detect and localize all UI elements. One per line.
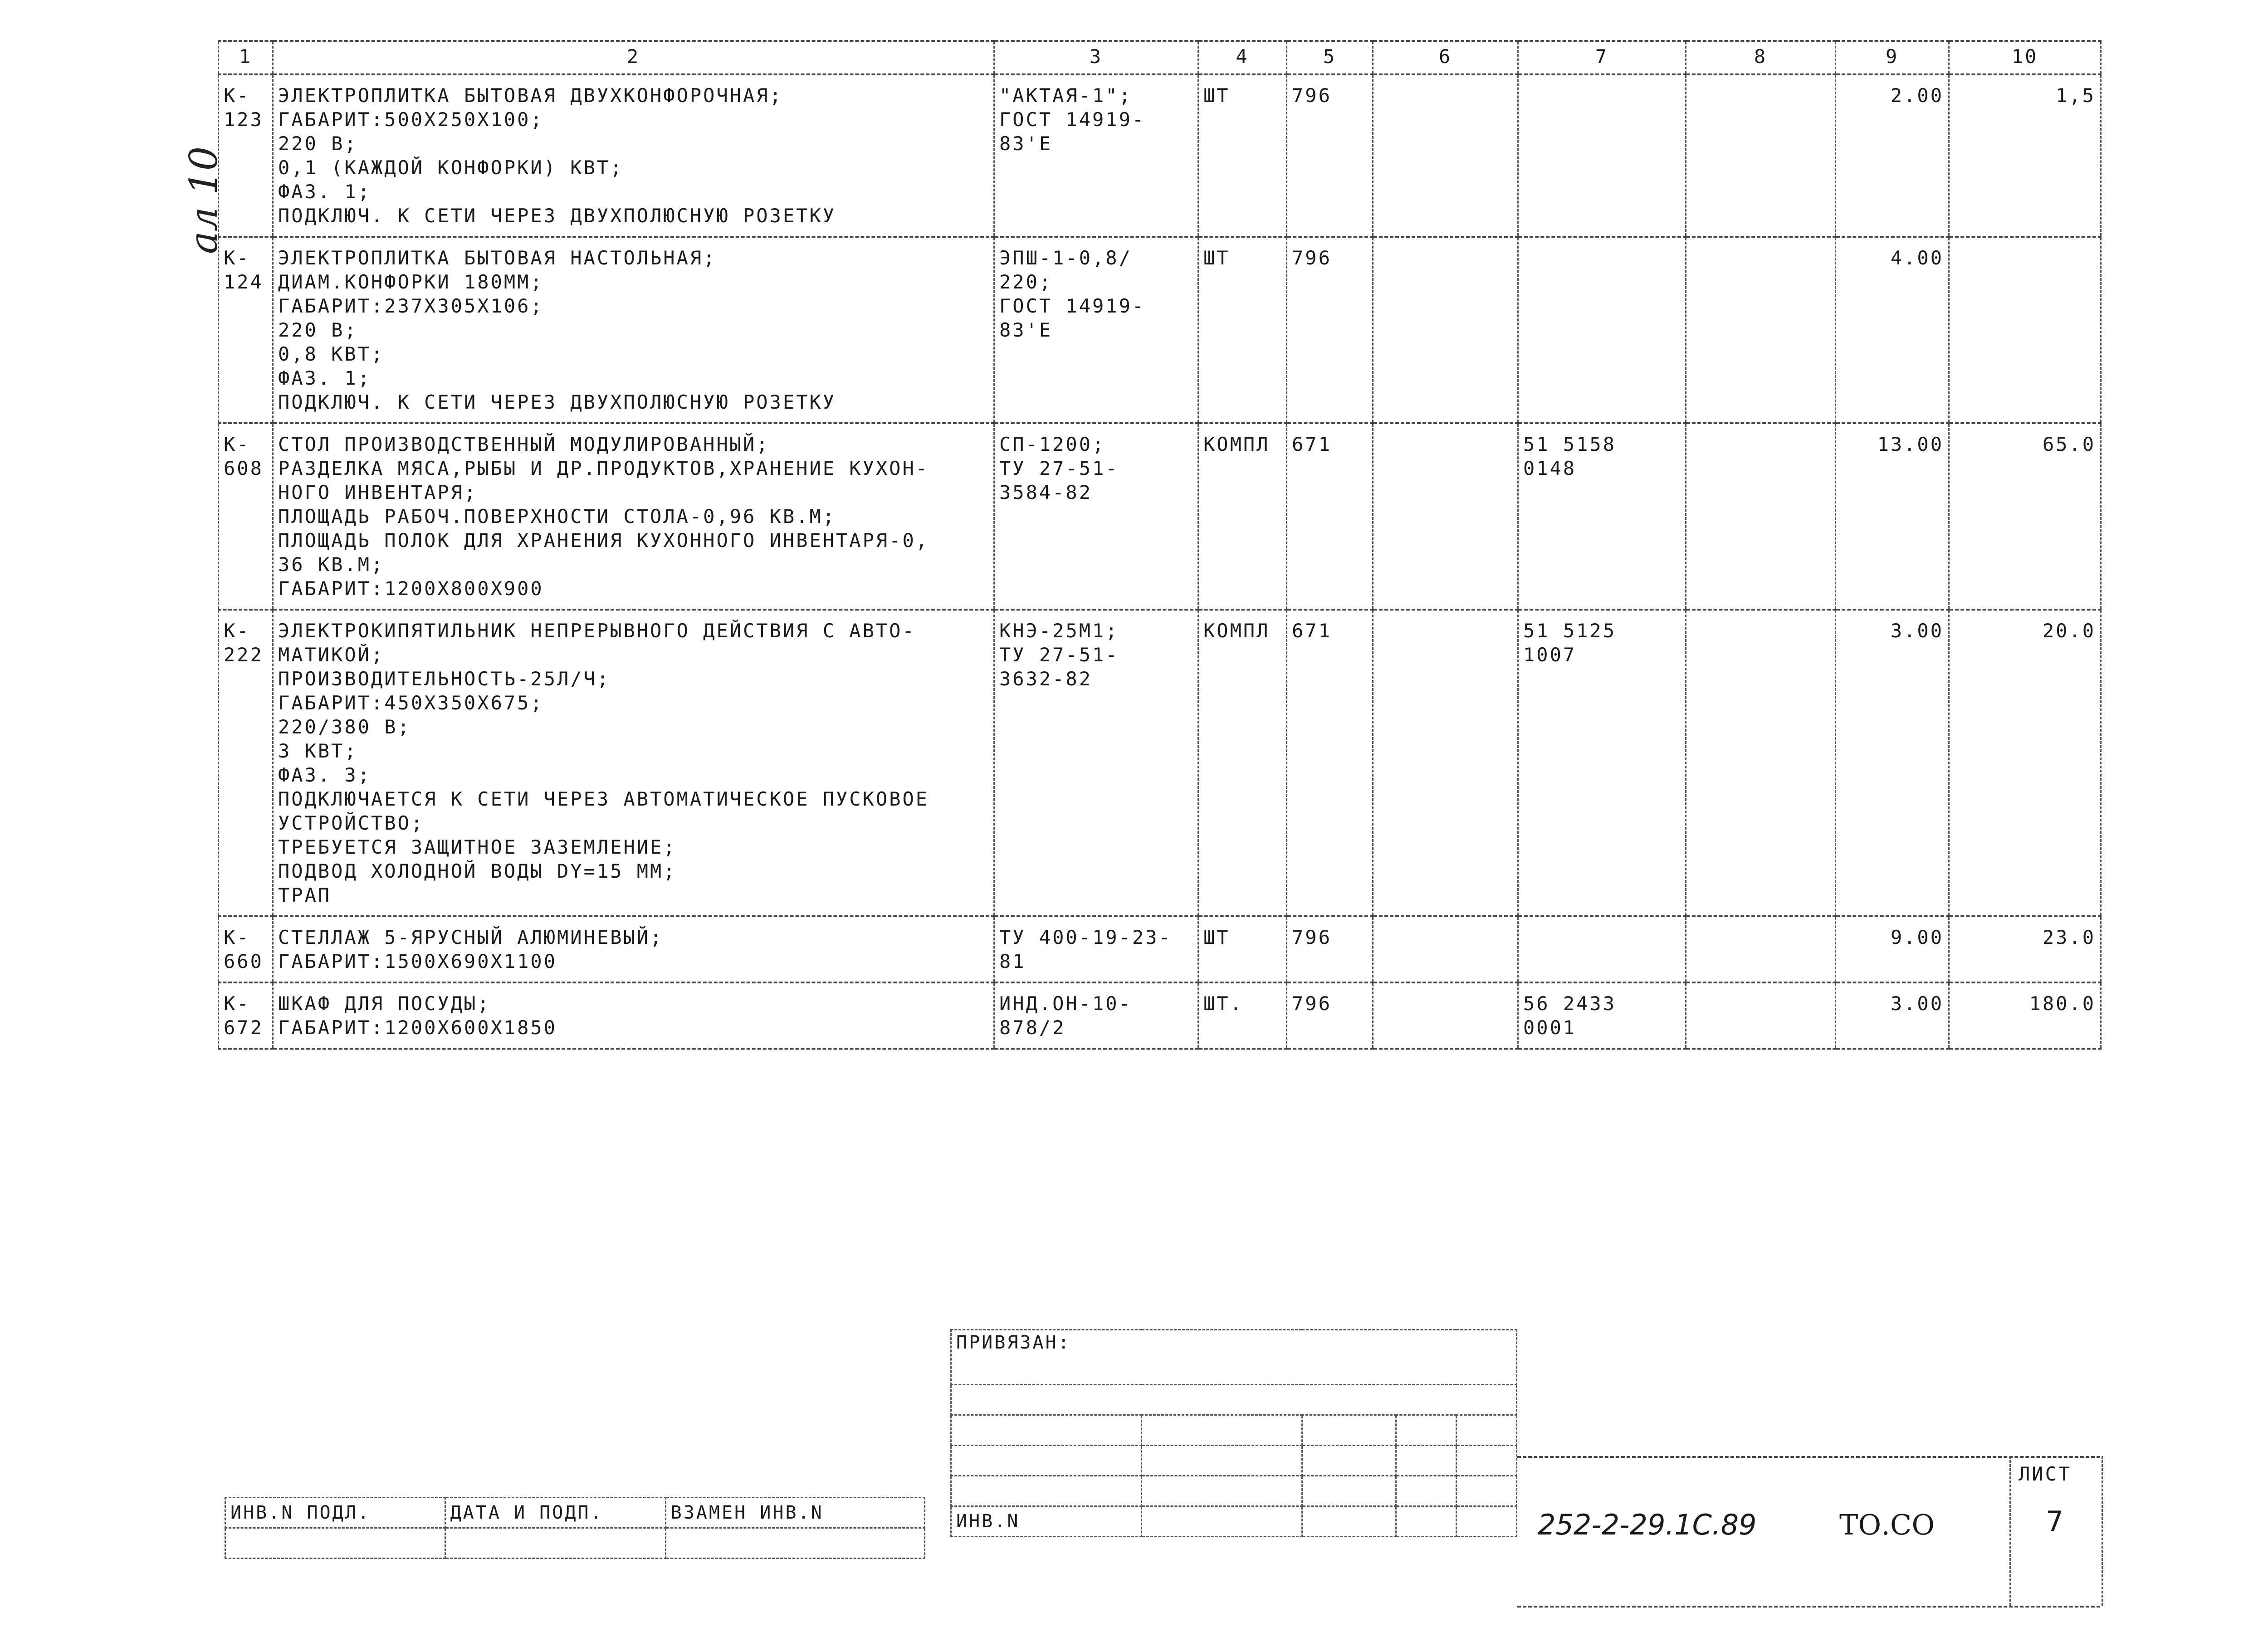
header-cell: 4 — [1198, 41, 1287, 74]
approval-grid — [225, 1497, 925, 1559]
item-code: К- 124 — [219, 237, 273, 423]
item-col6 — [1373, 916, 1518, 982]
header-cell: 5 — [1287, 41, 1373, 74]
item-col8 — [1686, 982, 1836, 1049]
item-col10: 65.0 — [1949, 423, 2101, 610]
item-unit: КОМПЛ — [1198, 610, 1287, 916]
header-cell: 6 — [1373, 41, 1518, 74]
inv-label: ИНВ.N — [951, 1506, 1142, 1537]
item-quantity: 3.00 — [1836, 610, 1949, 916]
item-col10: 20.0 — [1949, 610, 2101, 916]
item-unit-code: 796 — [1287, 237, 1373, 423]
blank-cell — [1396, 1506, 1456, 1537]
item-unit: ШТ — [1198, 237, 1287, 423]
blank-cell — [1142, 1446, 1302, 1476]
item-type: "АКТАЯ-1"; ГОСТ 14919- 83'Е — [994, 74, 1198, 237]
item-unit-code: 671 — [1287, 610, 1373, 916]
blank-cell — [1302, 1446, 1396, 1476]
table-row — [219, 423, 2101, 610]
item-description: ШКАФ ДЛЯ ПОСУДЫ; ГАБАРИТ:1200Х600Х1850 — [273, 982, 994, 1049]
header-cell: 7 — [1518, 41, 1686, 74]
item-code: К- 672 — [219, 982, 273, 1049]
item-type: СП-1200; ТУ 27-51- 3584-82 — [994, 423, 1198, 610]
blank-cell — [665, 1528, 924, 1559]
item-col10: 1,5 — [1949, 74, 2101, 237]
sheet-label: ЛИСТ — [2019, 1463, 2072, 1485]
blank-cell — [1396, 1415, 1456, 1446]
item-type: ТУ 400-19-23- 81 — [994, 916, 1198, 982]
item-description: СТЕЛЛАЖ 5-ЯРУСНЫЙ АЛЮМИНЕВЫЙ; ГАБАРИТ:1500Х690Х1100 — [273, 916, 994, 982]
item-col8 — [1686, 423, 1836, 610]
table-row — [219, 610, 2101, 916]
item-code: К- 222 — [219, 610, 273, 916]
blank-cell — [1396, 1476, 1456, 1506]
sign-date-label: ДАТА И ПОДП. — [445, 1498, 665, 1528]
item-col7 — [1518, 74, 1686, 237]
item-unit-code: 796 — [1287, 916, 1373, 982]
item-unit: КОМПЛ — [1198, 423, 1287, 610]
table-row — [219, 916, 2101, 982]
blank-cell — [1302, 1506, 1396, 1537]
item-unit-code: 796 — [1287, 74, 1373, 237]
item-description: ЭЛЕКТРОПЛИТКА БЫТОВАЯ НАСТОЛЬНАЯ; ДИАМ.КОНФОРКИ 180ММ; ГАБАРИТ:237Х305Х106; 220 В; 0,8 КВТ; ФАЗ. 1; ПОДКЛЮЧ. К СЕТИ ЧЕРЕЗ ДВУХПОЛЮСНУЮ РОЗЕТКУ — [273, 237, 994, 423]
item-col7: 51 5158 0148 — [1518, 423, 1686, 610]
blank-cell — [951, 1446, 1142, 1476]
blank-cell — [1142, 1415, 1302, 1446]
item-quantity: 9.00 — [1836, 916, 1949, 982]
attached-label: ПРИВЯЗАН: — [951, 1330, 1517, 1385]
table-header-row — [219, 41, 2101, 74]
item-col6 — [1373, 982, 1518, 1049]
attachment-grid — [950, 1329, 1517, 1537]
item-col8 — [1686, 610, 1836, 916]
item-unit: ШТ. — [1198, 982, 1287, 1049]
header-cell: 1 — [219, 41, 273, 74]
table-row — [219, 982, 2101, 1049]
margin-handwritten-note: ал 10 — [181, 146, 226, 254]
item-col10 — [1949, 237, 2101, 423]
table-row — [219, 74, 2101, 237]
item-col7 — [1518, 916, 1686, 982]
item-col8 — [1686, 237, 1836, 423]
blank-cell — [1456, 1415, 1516, 1446]
blank-cell — [1142, 1476, 1302, 1506]
item-description: ЭЛЕКТРОКИПЯТИЛЬНИК НЕПРЕРЫВНОГО ДЕЙСТВИЯ С АВТО- МАТИКОЙ; ПРОИЗВОДИТЕЛЬНОСТЬ-25Л/Ч; ГАБАРИТ:450Х350Х675; 220/380 В; 3 КВТ; ФАЗ. 3; ПОДКЛЮЧАЕТСЯ К СЕТИ ЧЕРЕЗ АВТОМАТИЧЕСКОЕ ПУСКОВОЕ УСТРОЙСТВО; ТРЕБУЕТСЯ ЗАЩИТНОЕ ЗАЗЕМЛЕНИЕ; ПОДВОД ХОЛОДНОЙ ВОДЫ DY=15 ММ; ТРАП — [273, 610, 994, 916]
sheet-number: 7 — [2046, 1505, 2064, 1538]
blank-cell — [225, 1528, 445, 1559]
document-code: ТО.СО — [1839, 1508, 1935, 1541]
item-quantity: 13.00 — [1836, 423, 1949, 610]
item-code: К- 123 — [219, 74, 273, 237]
header-cell: 2 — [273, 41, 994, 74]
blank-cell — [1456, 1476, 1516, 1506]
blank-cell — [951, 1476, 1142, 1506]
stamp-bottom-rule — [1517, 1606, 2100, 1608]
item-col6 — [1373, 74, 1518, 237]
blank-cell — [445, 1528, 665, 1559]
item-col10: 23.0 — [1949, 916, 2101, 982]
replacement-inv-label: ВЗАМЕН ИНВ.N — [665, 1498, 924, 1528]
item-col7: 56 2433 0001 — [1518, 982, 1686, 1049]
item-unit-code: 671 — [1287, 423, 1373, 610]
item-description: ЭЛЕКТРОПЛИТКА БЫТОВАЯ ДВУХКОНФОРОЧНАЯ; ГАБАРИТ:500Х250Х100; 220 В; 0,1 (КАЖДОЙ КОНФОРКИ) КВТ; ФАЗ. 1; ПОДКЛЮЧ. К СЕТИ ЧЕРЕЗ ДВУХПОЛЮСНУЮ РОЗЕТКУ — [273, 74, 994, 237]
item-unit: ШТ — [1198, 916, 1287, 982]
header-cell: 3 — [994, 41, 1198, 74]
item-col8 — [1686, 74, 1836, 237]
item-col8 — [1686, 916, 1836, 982]
blank-cell — [1302, 1476, 1396, 1506]
item-quantity: 2.00 — [1836, 74, 1949, 237]
item-type: КНЭ-25М1; ТУ 27-51- 3632-82 — [994, 610, 1198, 916]
item-type: ИНД.ОН-10- 878/2 — [994, 982, 1198, 1049]
item-col10: 180.0 — [1949, 982, 2101, 1049]
blank-cell — [951, 1385, 1517, 1415]
table-row — [219, 237, 2101, 423]
blank-cell — [1456, 1506, 1516, 1537]
item-code: К- 660 — [219, 916, 273, 982]
item-col6 — [1373, 610, 1518, 916]
header-cell: 9 — [1836, 41, 1949, 74]
item-col6 — [1373, 237, 1518, 423]
blank-cell — [1142, 1506, 1302, 1537]
blank-cell — [1302, 1415, 1396, 1446]
item-col6 — [1373, 423, 1518, 610]
document-designation: 252-2-29.1C.89 — [1538, 1508, 1757, 1541]
blank-cell — [951, 1415, 1142, 1446]
item-col7 — [1518, 237, 1686, 423]
item-code: К- 608 — [219, 423, 273, 610]
item-unit: ШТ — [1198, 74, 1287, 237]
header-cell: 8 — [1686, 41, 1836, 74]
specification-table — [218, 40, 2102, 1050]
header-cell: 10 — [1949, 41, 2101, 74]
item-quantity: 4.00 — [1836, 237, 1949, 423]
item-unit-code: 796 — [1287, 982, 1373, 1049]
item-description: СТОЛ ПРОИЗВОДСТВЕННЫЙ МОДУЛИРОВАННЫЙ; РАЗДЕЛКА МЯСА,РЫБЫ И ДР.ПРОДУКТОВ,ХРАНЕНИЕ КУХОН- НОГО ИНВЕНТАРЯ; ПЛОЩАДЬ РАБОЧ.ПОВЕРХНОСТИ СТОЛА-0,96 КВ.М; ПЛОЩАДЬ ПОЛОК ДЛЯ ХРАНЕНИЯ КУХОННОГО ИНВЕНТАРЯ-0, 36 КВ.М; ГАБАРИТ:1200Х800Х900 — [273, 423, 994, 610]
item-quantity: 3.00 — [1836, 982, 1949, 1049]
item-type: ЭПШ-1-0,8/ 220; ГОСТ 14919- 83'Е — [994, 237, 1198, 423]
blank-cell — [1396, 1446, 1456, 1476]
item-col7: 51 5125 1007 — [1518, 610, 1686, 916]
inv-original-label: ИНВ.N ПОДЛ. — [225, 1498, 445, 1528]
blank-cell — [1456, 1446, 1516, 1476]
